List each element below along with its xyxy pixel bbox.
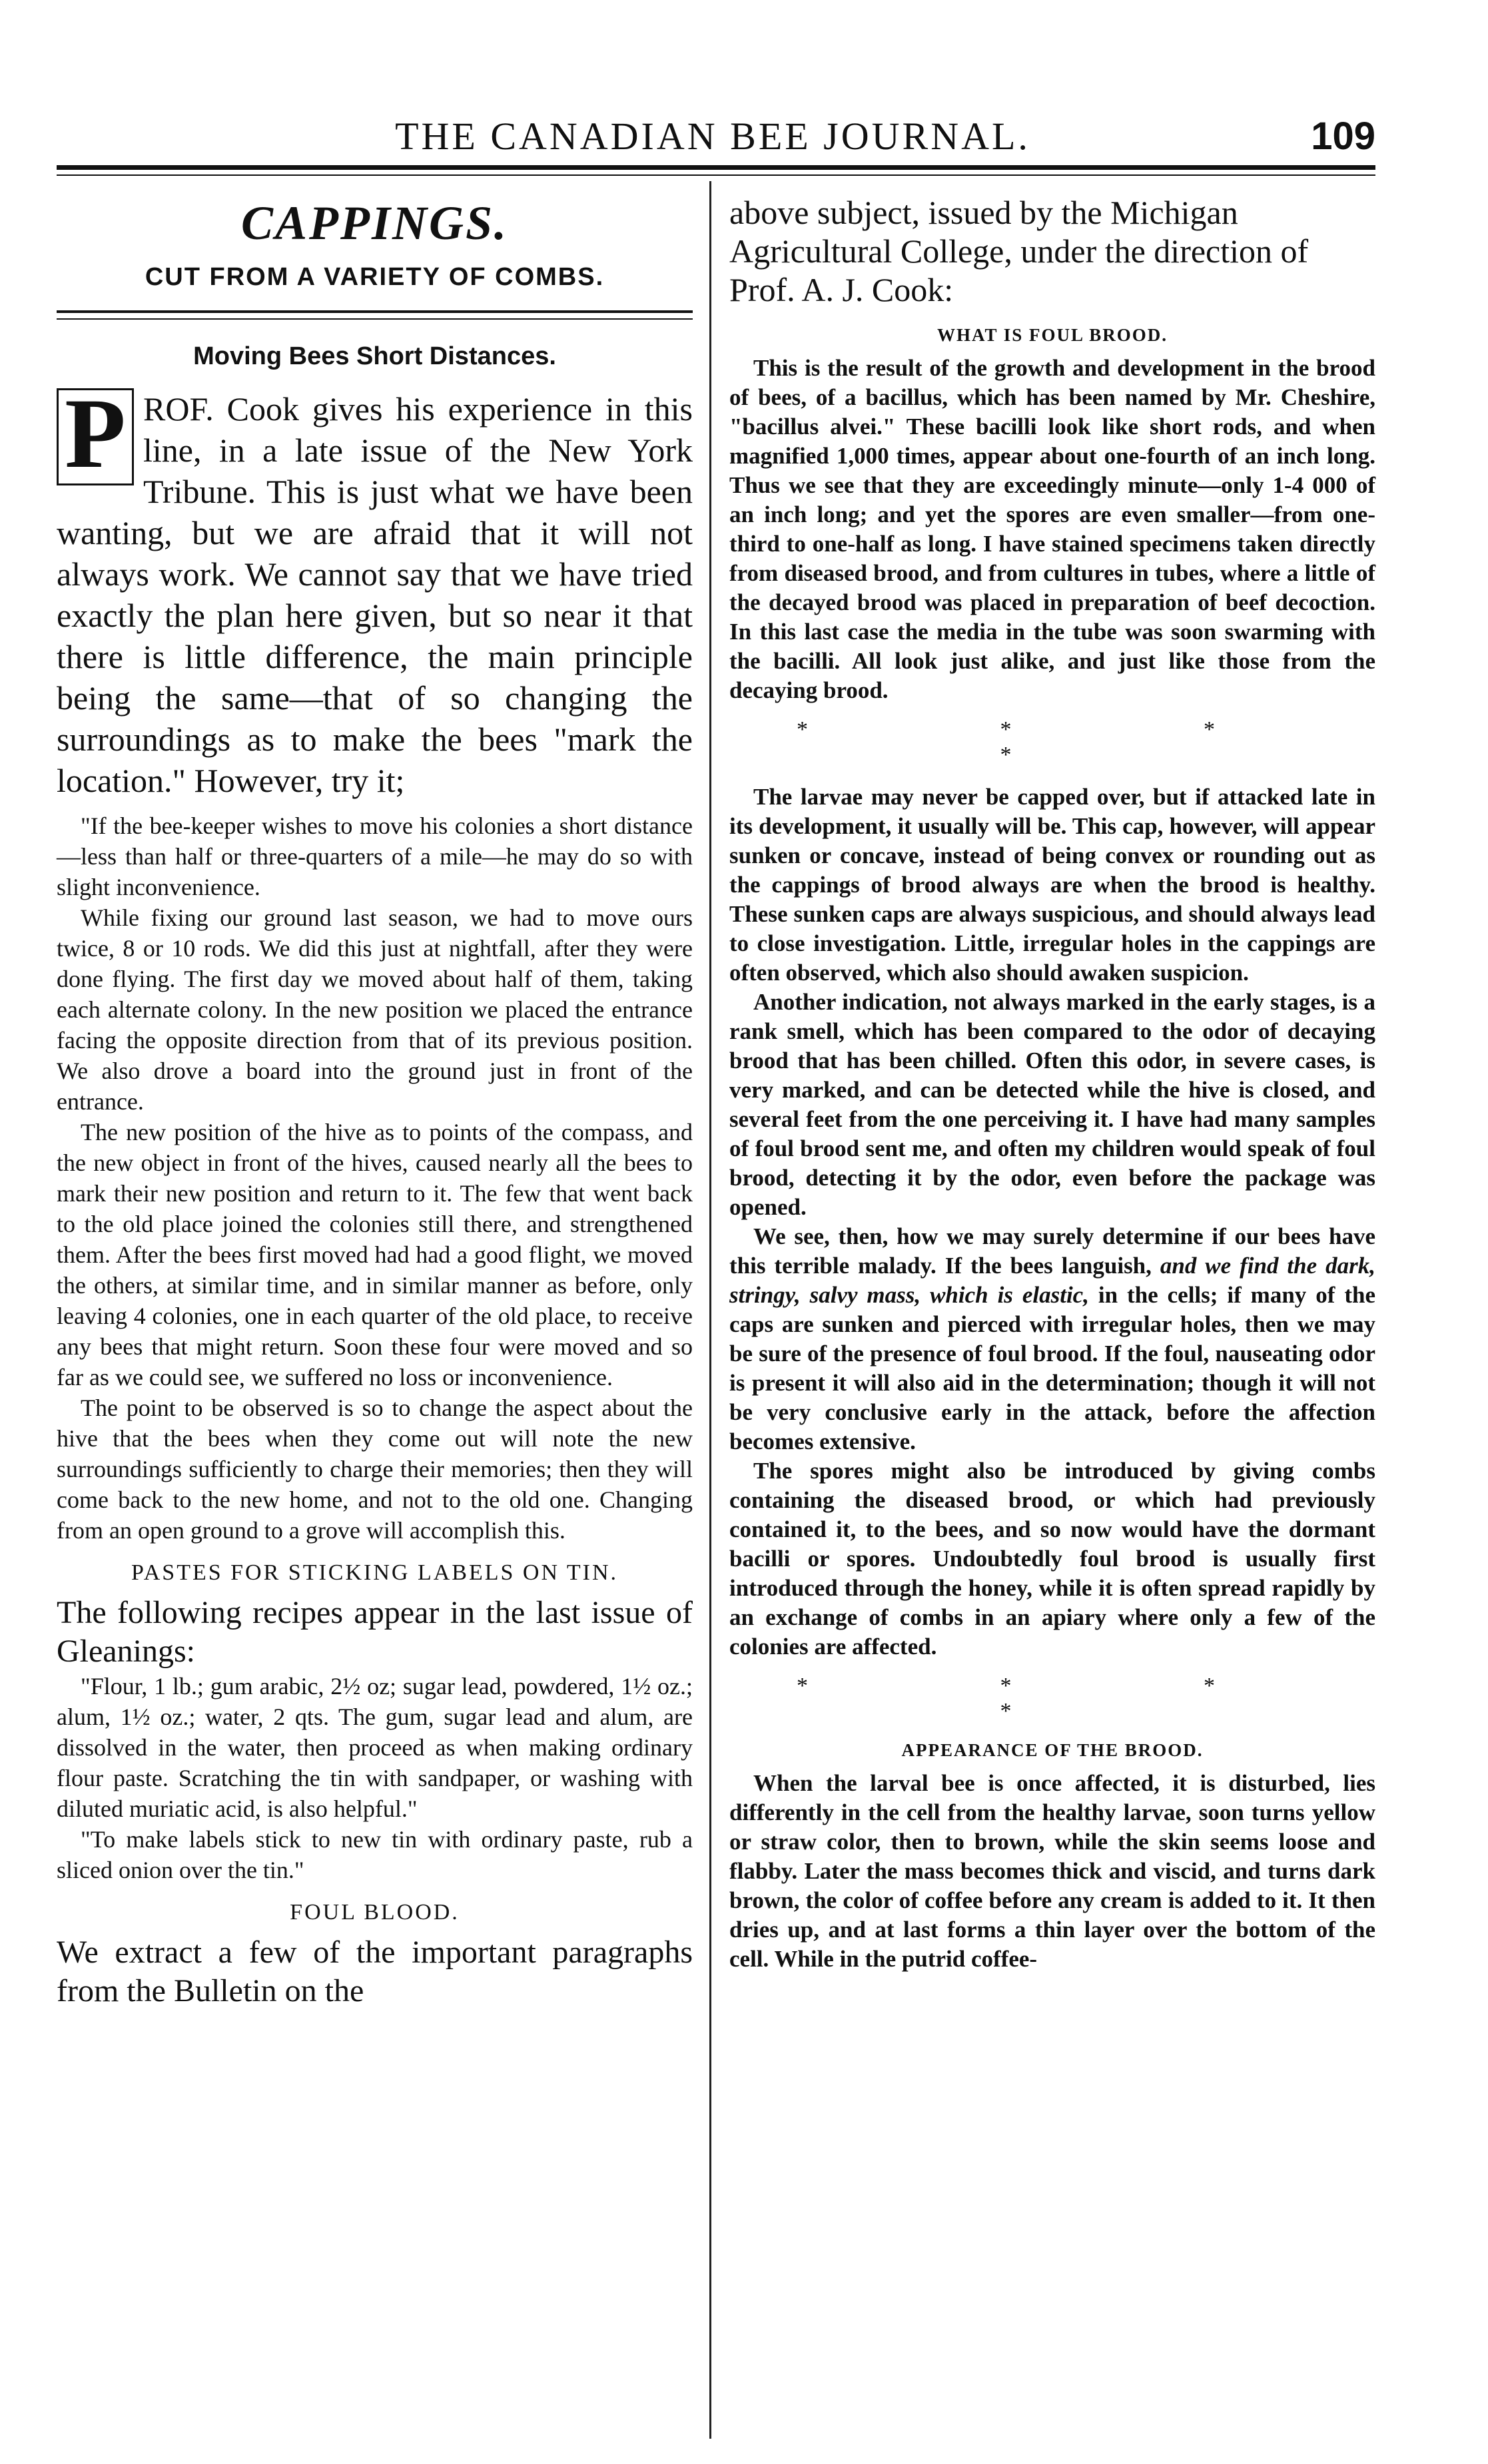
see-text-b: in the cells; if many of the caps are sunken and pierced with irregular holes, then we may be sure of the presence of foul brood. If the foul, nauseating odor is present it will also aid in the determination; though it will not be very conclusive early in the attack, before the affection becomes extensive. <box>729 1282 1375 1454</box>
column-divider <box>709 181 711 2439</box>
section-stars: * * * * <box>797 717 1308 767</box>
header-rule <box>57 165 1375 170</box>
page-number: 109 <box>1311 115 1375 158</box>
pastes-intro: The following recipes appear in the last issue of Gleanings: <box>57 1595 693 1669</box>
body-paragraph: The point to be observed is so to change the aspect about the hive that the bees when they come out will note the new surroundings sufficiently to charge their memories; then they will come back to the new home, and not to the old one. Changing from an open ground to a grove will accomplish this. <box>57 1394 693 1544</box>
body-paragraph: This is the result of the growth and development in the brood of bees, of a bacillus, which has been named by Mr. Cheshire, "bacillus alvei." These bacilli look like short rods, and when magnified 1,000 times, appear about one-fourth of an inch long. Thus we see that they are exceedingly minute—only 1-4 000 of an inch long; and yet the spores are even smaller—from one-third to one-half as long. I have stained specimens taken directly from diseased brood, and from cultures in tubes, where a little of the decayed brood was placed in preparation of beef decoction. In this last case the media in the tube was soon swarming with the bacilli. All look just alike, and just like those from the decaying brood. <box>729 355 1375 703</box>
subheading-pastes: PASTES FOR STICKING LABELS ON TIN. <box>131 1560 619 1585</box>
recipe-paragraph: "To make labels stick to new tin with ordinary paste, rub a sliced onion over the tin." <box>57 1826 693 1883</box>
article-title: Moving Bees Short Distances. <box>193 342 556 370</box>
drop-cap: P <box>57 388 134 485</box>
recipe-paragraph: "Flour, 1 lb.; gum arabic, 2½ oz; sugar lead, powdered, 1½ oz.; alum, 1½ oz.; water, 2 qts. The gum, sugar lead and alum, are dissolved in the water, then proceed as when making ordinary flour paste. Scratching the tin with sandpaper, or washing with diluted muriatic acid, is also helpful." <box>57 1673 693 1822</box>
see-text-italic: and we find the dark, stringy, salvy mass, which is elastic, <box>729 1253 1375 1308</box>
body-paragraph: When the larval bee is once affected, it is disturbed, lies differently in the cell from the healthy larvae, soon turns yellow or straw color, then to brown, while the skin seems loose and flabby. Later the mass becomes thick and viscid, and turns dark brown, the color of coffee before any cream is added to it. It then dries up, and at last forms a thin layer over the bottom of the cell. While in the putrid coffee- <box>729 1770 1375 1972</box>
header-rule-thin <box>57 174 1375 176</box>
body-paragraph: While fixing our ground last season, we had to move ours twice, 8 or 10 rods. We did this just at nightfall, after they were done flying. The first day we moved about half of them, taking each alternate colony. In the new position we placed the entrance facing the opposite direction from that of its previous position. We also drove a board into the ground just in front of the entrance. <box>57 904 693 1115</box>
left-column <box>57 193 693 2010</box>
body-paragraph: The spores might also be introduced by giving combs containing the diseased brood, or which had previously contained it, to the bees, and so now would have the dormant bacilli or spores. Undoubtedly foul brood is usually first introduced through the honey, while it is often spread rapidly by an exchange of combs in an apiary where only a few of the colonies are affected. <box>729 1458 1375 1660</box>
body-paragraph: Another indication, not always marked in the early stages, is a rank smell, which has been compared to the odor of decaying brood that has been chilled. Often this odor, in severe cases, is very marked, and can be detected while the hive is closed, and several feet from the one perceiving it. I have had many samples of foul brood sent me, and often my children would speak of foul brood, detecting it by the odor, even before the package was opened. <box>729 989 1375 1220</box>
lead-paragraph <box>57 378 693 801</box>
subheading-what: WHAT IS FOUL BROOD. <box>936 325 1168 345</box>
body-paragraph: The new position of the hive as to points of the compass, and the new object in front of the hives, caused nearly all the bees to mark their new position and return to it. The few that went back to the old place joined the colonies still there, and strengthened them. After the bees first moved had had a good flight, we moved the others, at similar time, and in similar manner as before, only leaving 4 colonies, one in each quarter of the old place, to receive any bees that might return. Soon these four were moved and so far as we could see, we suffered no loss or inconvenience. <box>57 1119 693 1390</box>
see-text-a: We see, then, how we may surely determine if our bees have this terrible malady. If the bees languish, <box>729 1223 1375 1279</box>
right-intro: above subject, issued by the Michigan Agricultural College, under the direction of Prof. A. J. Cook: <box>729 194 1309 308</box>
journal-title: THE CANADIAN BEE JOURNAL. <box>395 115 1030 158</box>
right-column <box>729 193 1375 1974</box>
body-paragraph <box>729 1222 1375 1456</box>
subheading-foul: FOUL BLOOD. <box>290 1900 460 1925</box>
foul-intro: We extract a few of the important paragraphs from the Bulletin on the <box>57 1935 693 2008</box>
body-paragraph: The larvae may never be capped over, but if attacked late in its development, it usually will be. This cap, however, will appear sunken or concave, instead of being convex or rounding out as the cappings of brood always are when the brood is healthy. These sunken caps are always suspicious, and should always lead to close investigation. Little, irregular holes in the cappings are often observed, which also should awaken suspicion. <box>729 784 1375 986</box>
lead-text: ROF. Cook gives his experience in this line, in a late issue of the New York Tribune. This is just what we have been wanting, but we are afraid that it will not always work. We cannot say that we have tried exactly the plan here given, but so near it that there is little difference, the main principle being the same—that of so changing the surroundings as to make the bees "mark the location." However, try it; <box>57 390 693 799</box>
subheading-appearance: APPEARANCE OF THE BROOD. <box>901 1740 1204 1760</box>
section-stars: * * * * <box>797 1674 1308 1723</box>
section-rule <box>57 310 693 320</box>
body-paragraph: "If the bee-keeper wishes to move his colonies a short distance—less than half or three-quarters of a mile—he may do so with slight inconvenience. <box>57 812 693 900</box>
page-header <box>50 113 1375 160</box>
section-title: CAPPINGS. <box>240 196 509 250</box>
section-subtitle: CUT FROM A VARIETY OF COMBS. <box>145 263 605 291</box>
